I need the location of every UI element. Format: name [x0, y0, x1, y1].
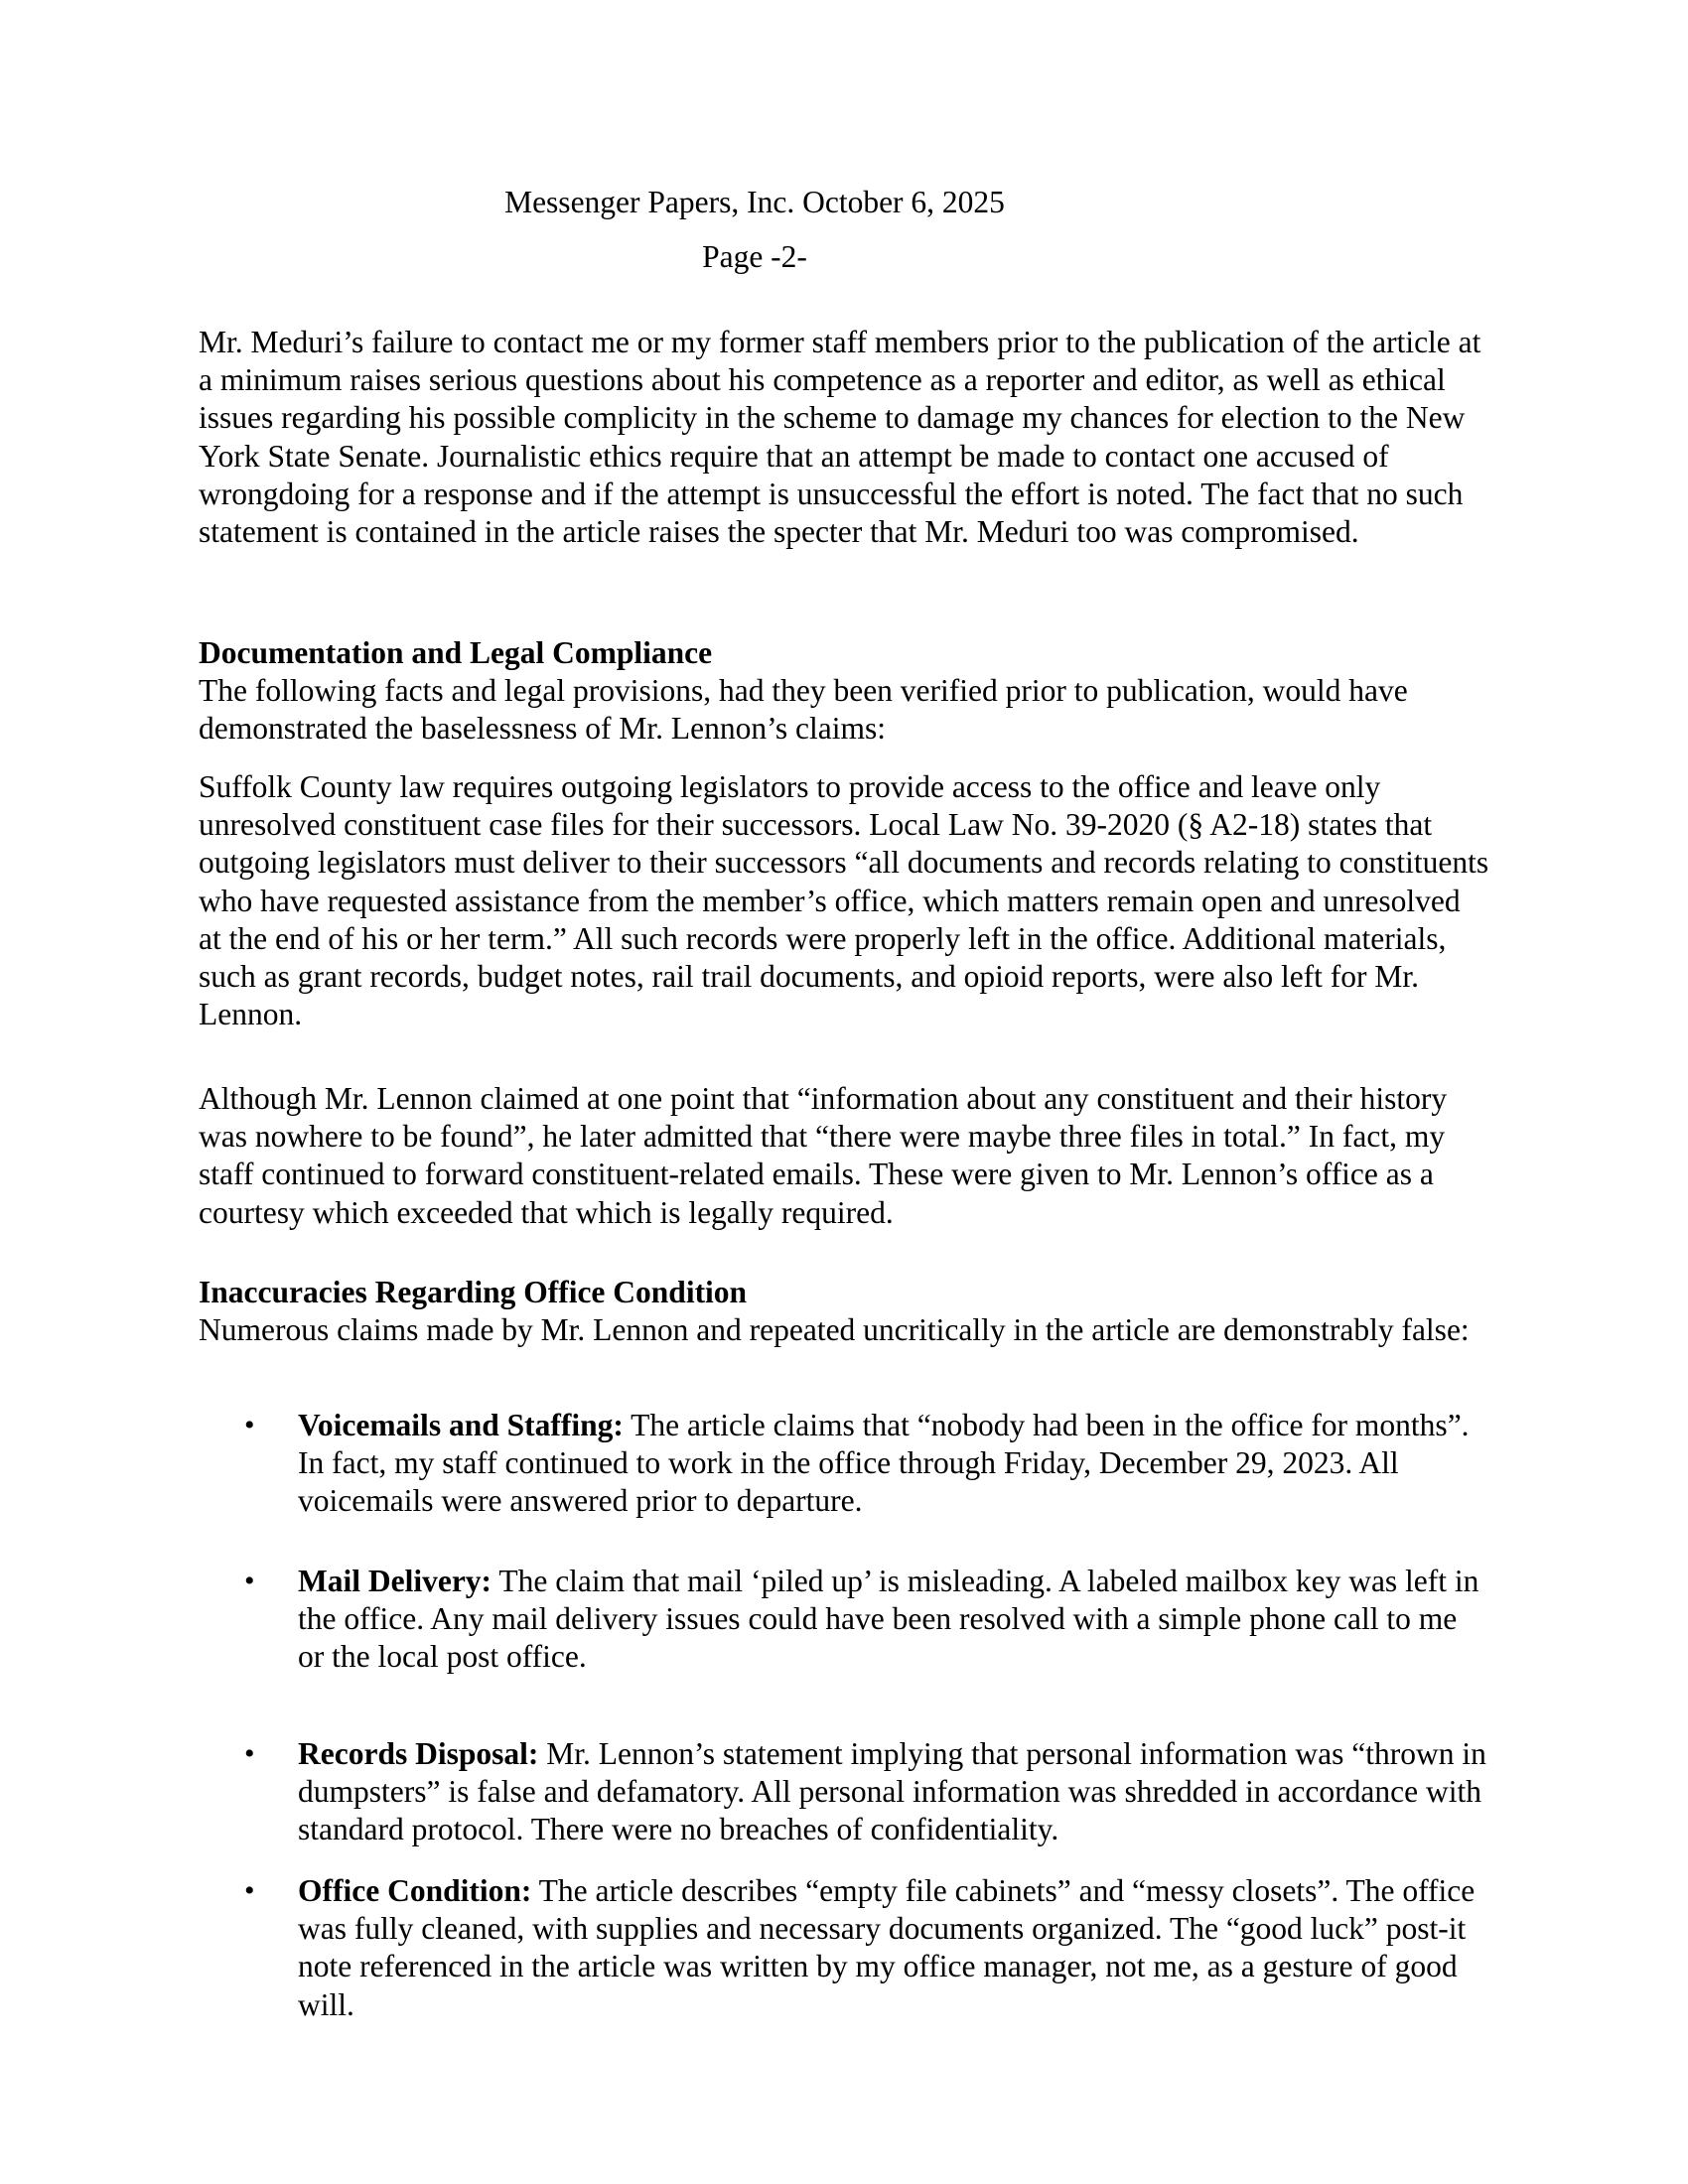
list-item — [244, 1563, 1489, 1677]
bullet-text: The claim that mail ‘piled up’ is misleading. A labeled mailbox key was left in the office. Any mail delivery issues could have been resolved with a simple phone call to me or the local post office. — [298, 1564, 1479, 1675]
page-number: Page -2- — [702, 239, 807, 274]
bullet-text: The article describes “empty file cabinets” and “messy closets”. The office was fully cleaned, with supplies and necessary documents organized. The “good luck” post-it note referenced in the article was written by my office manager, not me, as a gesture of good will. — [298, 1873, 1476, 2022]
section-heading-office-condition: Inaccuracies Regarding Office Condition — [199, 1275, 748, 1309]
section-heading-documentation: Documentation and Legal Compliance — [199, 635, 713, 670]
bullet-label: Office Condition: — [298, 1873, 532, 1908]
bullet-label: Mail Delivery: — [298, 1564, 492, 1598]
bullet-icon: • — [244, 1737, 255, 1770]
list-item — [244, 1735, 1489, 1849]
bullet-text: Mr. Lennon’s statement implying that personal information was “thrown in dumpsters” is false and defamatory. All personal information was shredded in accordance with standard protocol. There were no breaches of confidentiality. — [298, 1736, 1486, 1847]
bullet-icon: • — [244, 1565, 255, 1597]
list-item — [244, 1407, 1489, 1521]
section-lead-documentation: The following facts and legal provisions, had they been verified prior to publication, would have demonstrated the baselessness of Mr. Lennon’s claims: — [199, 673, 1408, 747]
bullet-label: Records Disposal: — [298, 1736, 539, 1771]
list-item — [244, 1872, 1489, 2024]
bullet-icon: • — [244, 1409, 255, 1441]
constituent-files-paragraph: Although Mr. Lennon claimed at one point that “information about any constituent and their history was nowhere to be found”, he later admitted that “there were maybe three files in total.” In fact, my staff continued to forward constituent-related emails. These were given to Mr. Lennon’s office as a courtesy which exceeded that which is legally required. — [199, 1081, 1448, 1230]
letter-header-date: Messenger Papers, Inc. October 6, 2025 — [504, 185, 1005, 219]
intro-paragraph: Mr. Meduri’s failure to contact me or my former staff members prior to the publication of the article at a minimum raises serious questions about his competence as a reporter and editor, as well as ethical issues regarding his possible complicity in the scheme to damage my chances for election to the New York State Senate. Journalistic ethics require that an attempt be made to contact one accused of wrongdoing for a response and if the attempt is unsuccessful the effort is noted. The fact that no such statement is contained in the article raises the specter that Mr. Meduri too was compromised. — [199, 325, 1481, 550]
bullet-text: The article claims that “nobody had been in the office for months”. In fact, my staff continued to work in the office through Friday, December 29, 2023. All voicemails were answered prior to departure. — [298, 1408, 1470, 1519]
legal-compliance-paragraph: Suffolk County law requires outgoing legislators to provide access to the office and leave only unresolved constituent case files for their successors. Local Law No. 39-2020 (§ A2-18) states that outgoing legislators must deliver to their successors “all documents and records relating to constituents who have requested assistance from the member’s office, which matters remain open and unresolved at the end of his or her term.” All such records were properly left in the office. Additional materials, such as grant records, budget notes, rail trail documents, and opioid reports, were also left for Mr. Lennon. — [199, 769, 1489, 1032]
section-lead-office-condition: Numerous claims made by Mr. Lennon and repeated uncritically in the article are demonstrably false: — [199, 1312, 1470, 1347]
bullet-label: Voicemails and Staffing: — [298, 1408, 624, 1442]
bullet-icon: • — [244, 1874, 255, 1907]
